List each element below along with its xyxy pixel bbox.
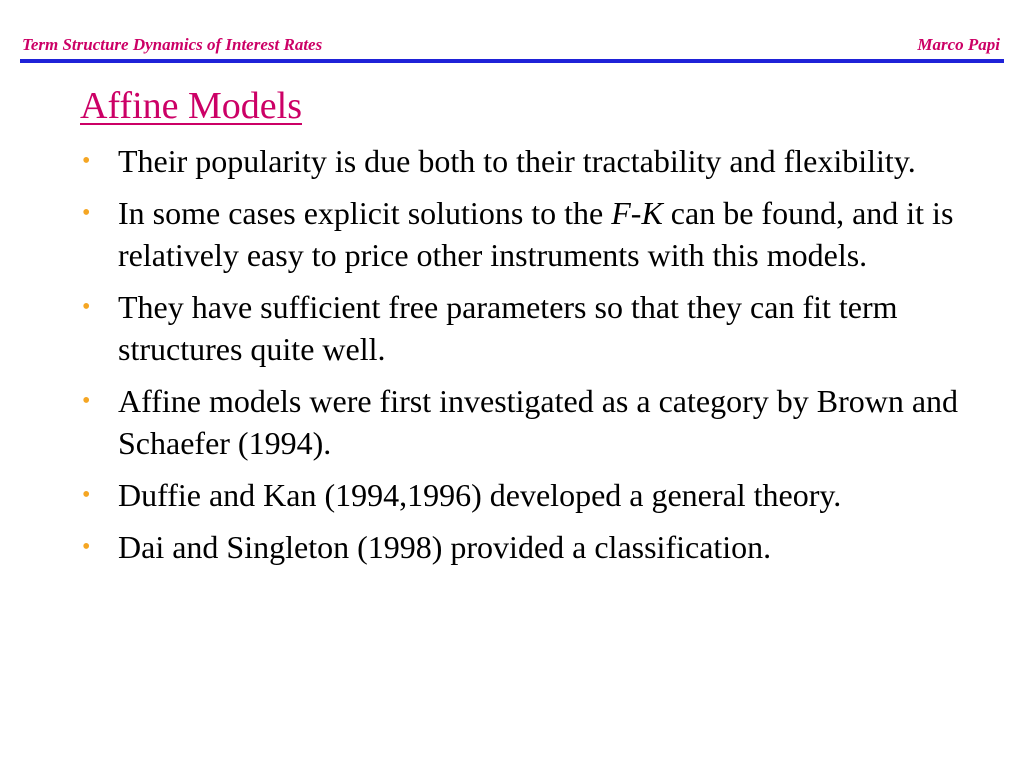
bullet-item bbox=[80, 140, 980, 182]
bullet-item bbox=[80, 286, 980, 370]
bullet-text: Dai and Singleton (1998) provided a classification. bbox=[118, 529, 772, 565]
bullet-icon: • bbox=[82, 148, 91, 174]
header-divider bbox=[20, 59, 1004, 63]
bullet-text bbox=[118, 195, 953, 273]
bullet-text-after: can be found, and it is relatively easy to price other instruments with this models. bbox=[118, 195, 954, 273]
header-title: Term Structure Dynamics of Interest Rates bbox=[22, 35, 323, 54]
bullet-list bbox=[80, 140, 980, 578]
bullet-text: They have sufficient free parameters so that they can fit term structures quite well. bbox=[118, 289, 898, 367]
slide-title: Affine Models bbox=[80, 85, 302, 127]
bullet-icon: • bbox=[82, 388, 91, 414]
slide-header bbox=[22, 34, 1004, 58]
bullet-icon: • bbox=[82, 294, 91, 320]
bullet-text: Affine models were first investigated as a category by Brown and Schaefer (1994). bbox=[118, 383, 959, 461]
bullet-text: Their popularity is due both to their tractability and flexibility. bbox=[118, 143, 916, 179]
bullet-icon: • bbox=[82, 534, 91, 560]
bullet-icon: • bbox=[82, 482, 91, 508]
bullet-item bbox=[80, 474, 980, 516]
bullet-item bbox=[80, 380, 980, 464]
bullet-text: Duffie and Kan (1994,1996) developed a general theory. bbox=[118, 477, 842, 513]
bullet-text-emphasis: F-K bbox=[611, 195, 663, 231]
bullet-item bbox=[80, 526, 980, 568]
header-author: Marco Papi bbox=[917, 35, 1000, 54]
bullet-icon: • bbox=[82, 200, 91, 226]
bullet-item bbox=[80, 192, 980, 276]
bullet-text-before: In some cases explicit solutions to the bbox=[118, 195, 612, 231]
